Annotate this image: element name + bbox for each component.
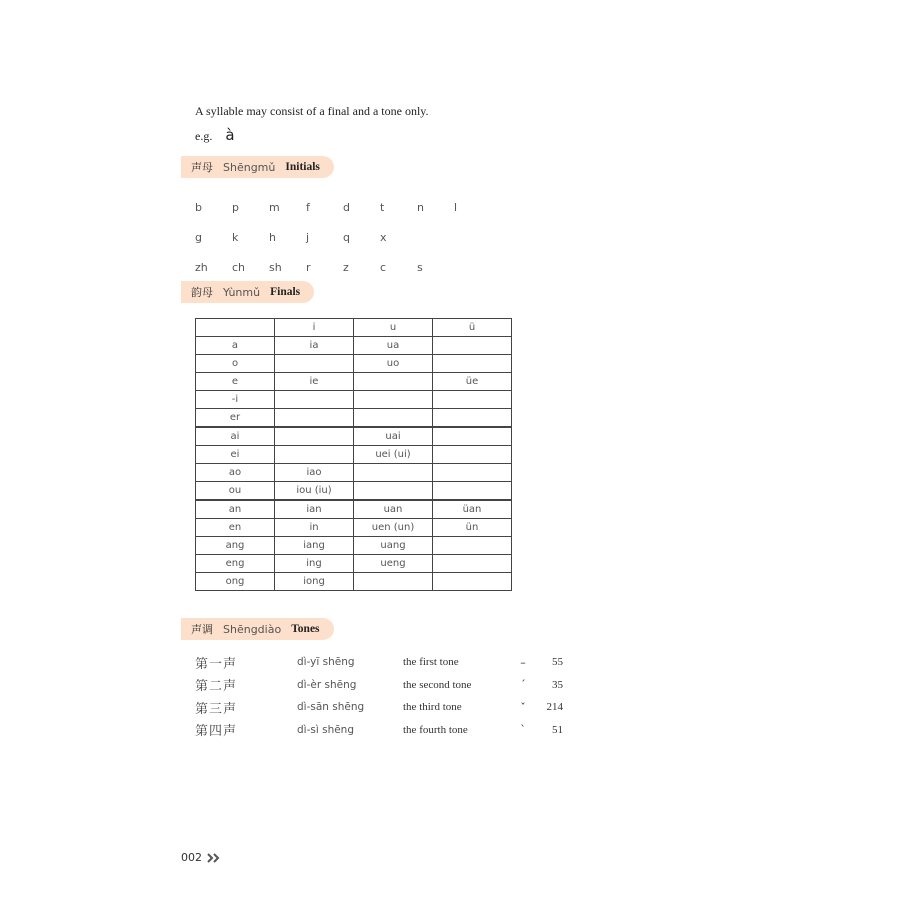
finals-cell — [433, 409, 512, 428]
finals-cell — [433, 446, 512, 464]
finals-cell — [433, 337, 512, 355]
initials-grid — [195, 192, 491, 282]
finals-row — [196, 391, 512, 409]
tone-chinese: 第四声 — [195, 723, 238, 739]
finals-cell: er — [196, 409, 275, 428]
example-label: e.g. — [195, 129, 213, 143]
tone-row — [195, 651, 563, 674]
example-line — [195, 126, 235, 144]
finals-row — [196, 355, 512, 373]
finals-row — [196, 537, 512, 555]
finals-cell: ua — [354, 337, 433, 355]
finals-header-english: Finals — [270, 286, 301, 298]
finals-cell — [275, 391, 354, 409]
finals-row — [196, 427, 512, 446]
tones-header-english: Tones — [291, 623, 320, 635]
finals-cell — [433, 555, 512, 573]
finals-cell: ueng — [354, 555, 433, 573]
finals-row — [196, 337, 512, 355]
intro-sentence: A syllable may consist of a final and a tone only. — [195, 104, 429, 118]
tones-header-pinyin: Shēngdiào — [223, 622, 282, 636]
finals-table — [195, 318, 512, 591]
double-chevron-right-icon — [207, 853, 223, 863]
finals-cell: ai — [196, 427, 275, 446]
tone-row — [195, 696, 563, 719]
finals-cell: iao — [275, 464, 354, 482]
finals-cell: uo — [354, 355, 433, 373]
finals-cell — [433, 573, 512, 591]
initials-header-english: Initials — [285, 161, 320, 173]
finals-cell: u — [354, 319, 433, 337]
finals-cell: iou (iu) — [275, 482, 354, 501]
finals-cell: iong — [275, 573, 354, 591]
page-footer — [181, 851, 223, 864]
tone-chinese: 第二声 — [195, 678, 238, 694]
finals-row — [196, 482, 512, 501]
initial-cell: sh — [269, 260, 282, 274]
finals-cell: uai — [354, 427, 433, 446]
finals-row — [196, 464, 512, 482]
initial-cell: c — [380, 260, 387, 274]
initial-cell: j — [306, 230, 310, 244]
finals-cell: uan — [354, 500, 433, 519]
initials-header — [181, 156, 334, 178]
finals-cell: ing — [275, 555, 354, 573]
finals-cell: uei (ui) — [354, 446, 433, 464]
initial-cell: x — [380, 230, 387, 244]
tones-list — [195, 651, 563, 741]
finals-header — [181, 281, 314, 303]
tone-value: 35 — [552, 678, 563, 691]
finals-cell: e — [196, 373, 275, 391]
finals-cell: en — [196, 519, 275, 537]
tone-chinese: 第一声 — [195, 655, 238, 671]
finals-cell — [433, 427, 512, 446]
tone-mark: ˊ — [520, 678, 526, 692]
initial-cell: b — [195, 200, 202, 214]
finals-row — [196, 319, 512, 337]
finals-cell: ou — [196, 482, 275, 501]
finals-cell: uen (un) — [354, 519, 433, 537]
finals-cell: an — [196, 500, 275, 519]
finals-cell: iang — [275, 537, 354, 555]
finals-cell: ang — [196, 537, 275, 555]
finals-cell: in — [275, 519, 354, 537]
initial-cell: h — [269, 230, 276, 244]
initials-header-pinyin: Shēngmǔ — [223, 160, 276, 174]
finals-cell — [354, 409, 433, 428]
finals-cell: eng — [196, 555, 275, 573]
tone-english: the fourth tone — [403, 723, 468, 736]
finals-cell: ian — [275, 500, 354, 519]
initials-header-chinese: 声母 — [191, 161, 213, 174]
finals-cell — [433, 464, 512, 482]
finals-cell — [275, 427, 354, 446]
tone-english: the second tone — [403, 678, 472, 691]
initial-cell: ch — [232, 260, 246, 274]
initial-cell: s — [417, 260, 423, 274]
finals-cell: uang — [354, 537, 433, 555]
tone-value: 55 — [552, 656, 563, 669]
finals-cell: ü — [433, 319, 512, 337]
finals-cell — [275, 409, 354, 428]
tone-chinese: 第三声 — [195, 700, 238, 716]
initial-cell: g — [195, 230, 202, 244]
tone-pinyin: dì-sì shēng — [297, 723, 355, 736]
initial-cell: d — [343, 200, 350, 214]
initial-cell: z — [343, 260, 349, 274]
example-syllable: à — [225, 126, 235, 144]
finals-cell — [433, 482, 512, 501]
finals-row — [196, 555, 512, 573]
tones-header — [181, 618, 334, 640]
finals-header-chinese: 韵母 — [191, 286, 213, 299]
finals-cell — [275, 446, 354, 464]
initial-cell: zh — [195, 260, 208, 274]
page-number: 002 — [181, 851, 202, 864]
finals-cell: o — [196, 355, 275, 373]
tones-header-chinese: 声调 — [191, 623, 213, 636]
finals-row — [196, 573, 512, 591]
initial-cell: l — [454, 200, 458, 214]
finals-cell — [354, 391, 433, 409]
finals-row — [196, 446, 512, 464]
finals-cell: -i — [196, 391, 275, 409]
finals-row — [196, 500, 512, 519]
initials-row — [195, 222, 491, 252]
finals-cell — [275, 355, 354, 373]
tone-english: the third tone — [403, 701, 462, 714]
initial-cell: m — [269, 200, 280, 214]
finals-cell — [433, 355, 512, 373]
finals-cell: i — [275, 319, 354, 337]
tone-english: the first tone — [403, 656, 459, 669]
finals-cell: ong — [196, 573, 275, 591]
finals-cell — [354, 482, 433, 501]
initial-cell: r — [306, 260, 311, 274]
tone-value: 214 — [546, 701, 563, 714]
tone-pinyin: dì-èr shēng — [297, 678, 357, 691]
finals-cell: ün — [433, 519, 512, 537]
tone-value: 51 — [552, 723, 563, 736]
initial-cell: t — [380, 200, 385, 214]
tone-mark: – — [520, 655, 526, 669]
tone-row — [195, 719, 563, 742]
initials-row — [195, 252, 491, 282]
finals-cell — [354, 573, 433, 591]
finals-cell: a — [196, 337, 275, 355]
initial-cell: p — [232, 200, 239, 214]
initial-cell: k — [232, 230, 239, 244]
finals-row — [196, 373, 512, 391]
finals-cell: ei — [196, 446, 275, 464]
initial-cell: n — [417, 200, 424, 214]
finals-row — [196, 519, 512, 537]
initial-cell: q — [343, 230, 350, 244]
tone-pinyin: dì-sān shēng — [297, 701, 365, 714]
finals-cell: ao — [196, 464, 275, 482]
tone-pinyin: dì-yī shēng — [297, 656, 355, 669]
initials-row — [195, 192, 491, 222]
finals-cell — [196, 319, 275, 337]
tone-row — [195, 674, 563, 697]
finals-cell: üan — [433, 500, 512, 519]
finals-cell — [354, 373, 433, 391]
finals-cell — [354, 464, 433, 482]
finals-cell — [433, 391, 512, 409]
finals-header-pinyin: Yùnmǔ — [223, 285, 261, 299]
tone-mark: ˇ — [520, 700, 526, 714]
finals-row — [196, 409, 512, 428]
finals-cell: üe — [433, 373, 512, 391]
tone-mark: ˋ — [520, 723, 526, 737]
finals-cell — [433, 537, 512, 555]
initial-cell: f — [306, 200, 310, 214]
finals-cell: ia — [275, 337, 354, 355]
finals-cell: ie — [275, 373, 354, 391]
